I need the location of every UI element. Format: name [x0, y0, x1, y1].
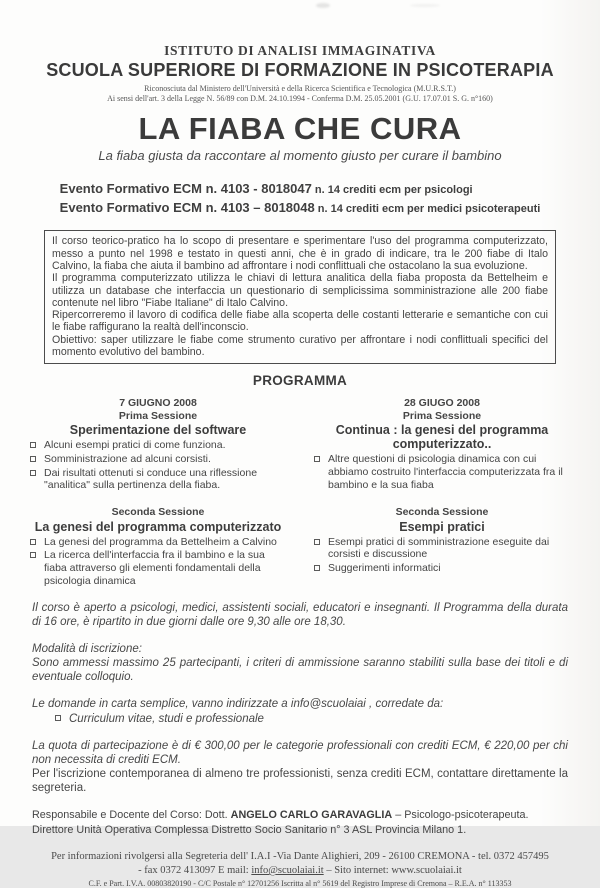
ecm-event-credits: n. 14 crediti ecm per psicologi [311, 184, 473, 196]
ecm-event-code: Evento Formativo ECM n. 4103 – 8018048 [59, 200, 315, 216]
program-column-day1 [27, 397, 289, 588]
course-description-box [44, 230, 556, 364]
session-title: La genesi del programma computerizzato [34, 519, 282, 534]
list-item [311, 453, 573, 491]
checkbox-bullet-icon [30, 442, 36, 448]
course-audience-text: Il corso è aperto a psicologi, medici, assistenti sociali, educatori e insegnanti. Il Programma della durata di 16 ore, è ripartito in due giorni dalle ore 9,30 alle ore 18,30. [32, 602, 568, 629]
ecm-event-psicologi [60, 179, 541, 198]
session-name: Seconda Sessione [111, 506, 205, 519]
fee-text: La quota di partecipazione è di € 300,00 per le categorie professionali con crediti ECM, € 220,00 per chi non necessita di crediti ECM. [32, 740, 568, 767]
checkbox-bullet-icon [55, 715, 61, 721]
list-item [27, 439, 289, 452]
description-paragraph: Il corso teorico-pratico ha lo scopo di presentare e sperimentare l'uso del programma computerizzato, messo a punto nel 1998 e testato in questi anni, che è in grado di indicare, tra le 200 fiabe di Italo Calvino, la fiaba che aiuta il bambino ad affrontare i nodi conflittuali che ostacolano la sua evoluzione. [52, 235, 548, 272]
description-paragraph: Obiettivo: saper utilizzare le fiabe come strumento curativo per affrontare i nodi conflittuali specifici del momento evolutivo del bambino. [52, 333, 548, 358]
group-enrollment-text: Per l'iscrizione contemporanea di almeno tre professionisti, senza crediti ECM, contattare direttamente la segreteria. [32, 768, 568, 795]
scan-smudge [410, 4, 440, 7]
application-text: Le domande in carta semplice, vanno indirizzate a info@scuolaiai , corredate da: [32, 698, 444, 711]
footer-site-suffix: – Sito internet: www.scuolaiai.it [323, 865, 462, 877]
ecm-events [60, 179, 541, 217]
session-bullets [27, 536, 289, 587]
checkbox-bullet-icon [30, 470, 36, 476]
checkbox-bullet-icon [314, 539, 320, 545]
list-item [311, 536, 573, 561]
director-name: ANGELO CARLO GARAVAGLIA [230, 809, 393, 822]
scan-smudge [316, 3, 330, 8]
session-name: Prima Sessione [402, 409, 482, 422]
list-item [27, 453, 289, 466]
bullet-text: Dai risultati ottenuti si conduce una riflessione "analitica" sulla pertinenza della fiaba. [44, 466, 258, 492]
session-bullets [311, 536, 573, 575]
letterhead [0, 0, 600, 104]
bullet-text: Alcuni esempi pratici di come funziona. [44, 439, 226, 452]
session-title: Sperimentazione del software [69, 423, 247, 438]
description-paragraph: Ripercorreremo il lavoro di codifica delle fiabe alla scoperta delle costanti letterarie e semantiche con cui le fiabe raffigurano la realtà dell'inconscio. [52, 309, 548, 334]
session-title: Esempi pratici [399, 519, 485, 534]
session-title: Continua : la genesi del programma computerizzato.. [335, 423, 549, 452]
enrollment-text: Sono ammessi massimo 25 partecipanti, i criteri di ammissione saranno stabiliti sulla base dei titoli e di eventuale colloquio. [32, 657, 568, 684]
checkbox-bullet-icon [314, 456, 320, 462]
session-day2-first [311, 397, 573, 501]
course-director-line [32, 808, 568, 823]
accreditation-line-1: Riconosciuta dal Ministero dell'Università e della Ricerca Scientifica e Tecnologica (M.U.R.S.T.) [144, 84, 456, 93]
session-day1-second [27, 506, 289, 587]
list-item [27, 467, 289, 492]
director-role-line: Direttore Unità Operativa Complessa Distretto Socio Sanitario n° 3 ASL Provincia Milano 1. [32, 823, 467, 836]
program-columns [27, 397, 573, 588]
page-title: LA FIABA CHE CURA [138, 111, 462, 146]
page-subtitle: La fiaba giusta da raccontare al momento giusto per curare il bambino [98, 148, 502, 163]
bullet-text: Somministrazione ad alcuni corsisti. [44, 452, 211, 465]
enrollment-heading: Modalità di iscrizione: [32, 643, 142, 656]
description-paragraph: Il programma computerizzato utilizza le chiavi di lettura analitica della fiaba proposta da Bettelheim e utilizza un database che interfaccia un questionario di semplicissima somministrazione alle 200 fiabe contenute nel libro "Fiabe Italiane" di Italo Calvino. [52, 272, 548, 309]
session-date: 28 GIUGO 2008 [404, 397, 480, 410]
program-column-day2 [311, 397, 573, 588]
session-day1-first [27, 397, 289, 501]
session-date: 7 GIUGNO 2008 [119, 397, 197, 410]
accreditation-line-2: Ai sensi dell'art. 3 della Legge N. 56/89 con D.M. 24.10.1994 - Conferma D.M. 25.05.2001 (G.U. 17.07.01 S. G. n°160) [107, 94, 493, 103]
bullet-text: La ricerca dell'interfaccia fra il bambino e la sua fiaba attraverso gli elementi fondamentali della psicologia dinamica [44, 549, 265, 587]
checkbox-bullet-icon [314, 565, 320, 571]
ecm-event-medici [60, 198, 541, 217]
director-suffix: – Psicologo-psicoterapeuta. [392, 809, 529, 822]
session-day2-second [311, 506, 573, 574]
program-heading: PROGRAMMA [252, 373, 348, 389]
ecm-event-code: Evento Formativo ECM n. 4103 - 8018047 [59, 181, 312, 196]
bullet-text: Suggerimenti informatici [328, 561, 441, 574]
footer-fax-line [0, 864, 600, 878]
list-item [27, 549, 289, 587]
school-name: SCUOLA SUPERIORE DI FORMAZIONE IN PSICOTERAPIA [46, 60, 554, 80]
footer-legal-line: C.F. e Part. I.V.A. 00803820190 - C/C Postale n° 12701256 Iscritta al n° 5619 del Registro Imprese di Cremona – R.E.A. n° 113353 [88, 878, 512, 888]
session-name: Seconda Sessione [395, 506, 489, 519]
institute-name: ISTITUTO DI ANALISI IMMAGINATIVA [164, 43, 436, 58]
list-item [27, 536, 289, 549]
bullet-text: La genesi del programma da Bettelheim a Calvino [44, 535, 277, 548]
bullet-text: Altre questioni di psicologia dinamica con cui abbiamo costruito l'interfaccia computerizzata fra il bambino e la sua fiaba [328, 453, 563, 491]
footer-contact-line: Per informazioni rivolgersi alla Segreteria dell' I.A.I -Via Dante Alighieri, 209 - 26100 CREMONA - tel. 0372 457495 [51, 851, 549, 863]
director-prefix: Responsabile e Docente del Corso: Dott. [32, 809, 231, 822]
footer [0, 850, 600, 887]
ecm-event-credits: n. 14 crediti ecm per medici psicoterapeuti [314, 203, 541, 216]
list-item [311, 562, 573, 575]
bullet-text: Esempi pratici di somministrazione eseguite dai corsisti e discussione [328, 535, 550, 561]
bullet-text: Curriculum vitae, studi e professionale [69, 713, 264, 726]
checkbox-bullet-icon [30, 552, 36, 558]
session-bullets [311, 453, 573, 491]
checkbox-bullet-icon [30, 539, 36, 545]
session-name: Prima Sessione [118, 409, 198, 422]
staff-block [32, 808, 568, 837]
footer-email-link: info@scuolaiai.it [251, 865, 324, 877]
session-bullets [27, 439, 289, 491]
footer-fax-prefix: - fax 0372 413097 E mail: [138, 865, 252, 877]
application-bullet-row [32, 712, 568, 726]
checkbox-bullet-icon [30, 456, 36, 462]
list-item [32, 712, 568, 726]
